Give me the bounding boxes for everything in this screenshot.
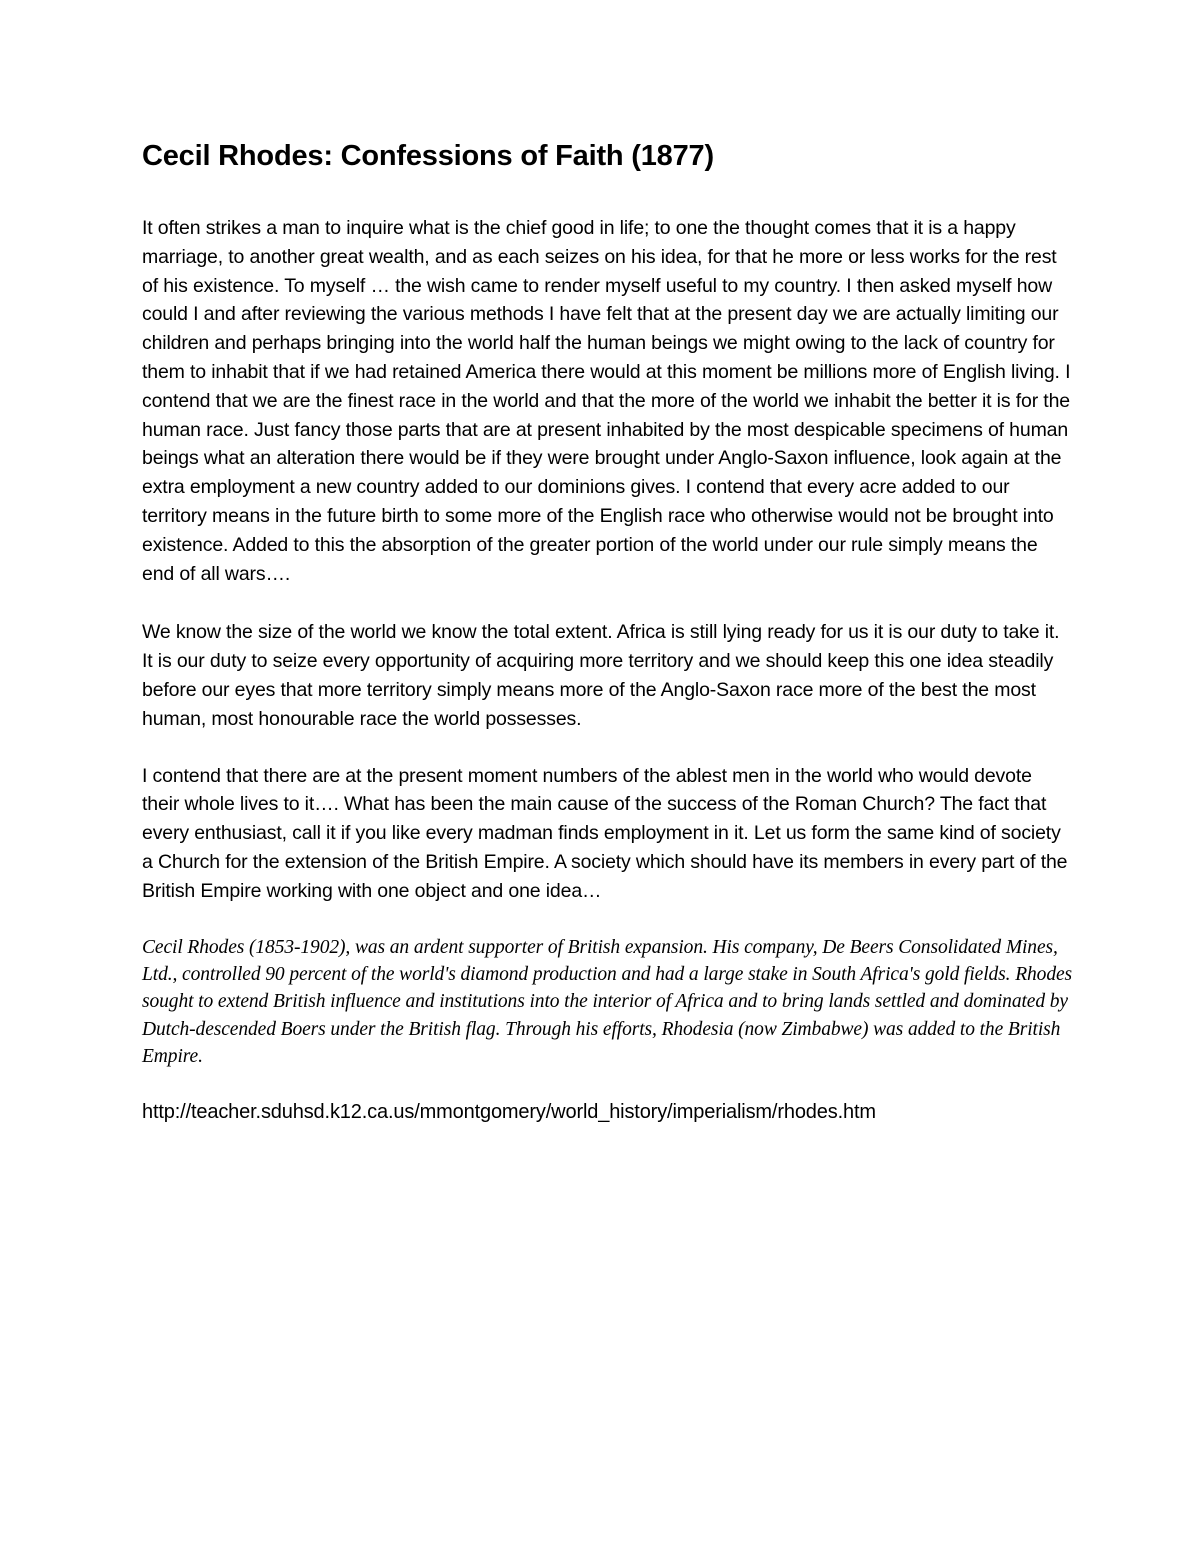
paragraph-society: I contend that there are at the present moment numbers of the ablest men in the world who would devote their whole lives to it…. What has been the main cause of the success of the Roman Church? The fact that every enthusiast, call it if you like every madman finds employment in it. Let us form the same kind of society a Church for the extension of the British Empire. A society which should have its members in every part of the British Empire working with one object and one idea… — [142, 764, 1068, 902]
document-page — [142, 136, 1072, 1126]
paragraph-chief-good: It often strikes a man to inquire what is the chief good in life; to one the thought comes that it is a happy marriage, to another great wealth, and as each seizes on his idea, for that he more or less works for the rest of his existence. To myself … the wish came to render myself useful to my country. I then asked myself how could I and after reviewing the various methods I have felt that at the present day we are actually limiting our children and perhaps bringing into the world half the human beings we might owing to the lack of country for them to inhabit that if we had retained America there would at this moment be millions more of English living. I contend that we are the finest race in the world and that the more of the world we inhabit the better it is for the human race. Just fancy those parts that are at present inhabited by the most despicable specimens of human beings what an alteration there would be if they were brought under Anglo-Saxon influence, look again at the extra employment a new country added to our dominions gives. I contend that every acre added to our territory means in the future birth to some more of the English race who otherwise would not be brought into existence. Added to this the absorption of the greater portion of the world under our rule simply means the end of all wars…. — [142, 217, 1071, 585]
source-url: http://teacher.sduhsd.k12.ca.us/mmontgomery/world_history/imperialism/rhodes.htm — [142, 1100, 876, 1123]
paragraph-africa: We know the size of the world we know the total extent. Africa is still lying ready for us it is our duty to take it. It is our duty to seize every opportunity of acquiring more territory and we should keep this one idea steadily before our eyes that more territory simply means more of the Anglo-Saxon race more of the best the most human, most honourable race the world possesses. — [142, 621, 1060, 730]
document-title: Cecil Rhodes: Confessions of Faith (1877) — [142, 140, 714, 172]
biographical-note: Cecil Rhodes (1853-1902), was an ardent supporter of British expansion. His company, De Beers Consolidated Mines, Ltd., controlled 90 percent of the world's diamond production and had a large stake in South Africa's gold fields. Rhodes sought to extend British influence and institutions into the interior of Africa and to bring lands settled and dominated by Dutch-descended Boers under the British flag. Through his efforts, Rhodesia (now Zimbabwe) was added to the British Empire. — [142, 936, 1073, 1068]
